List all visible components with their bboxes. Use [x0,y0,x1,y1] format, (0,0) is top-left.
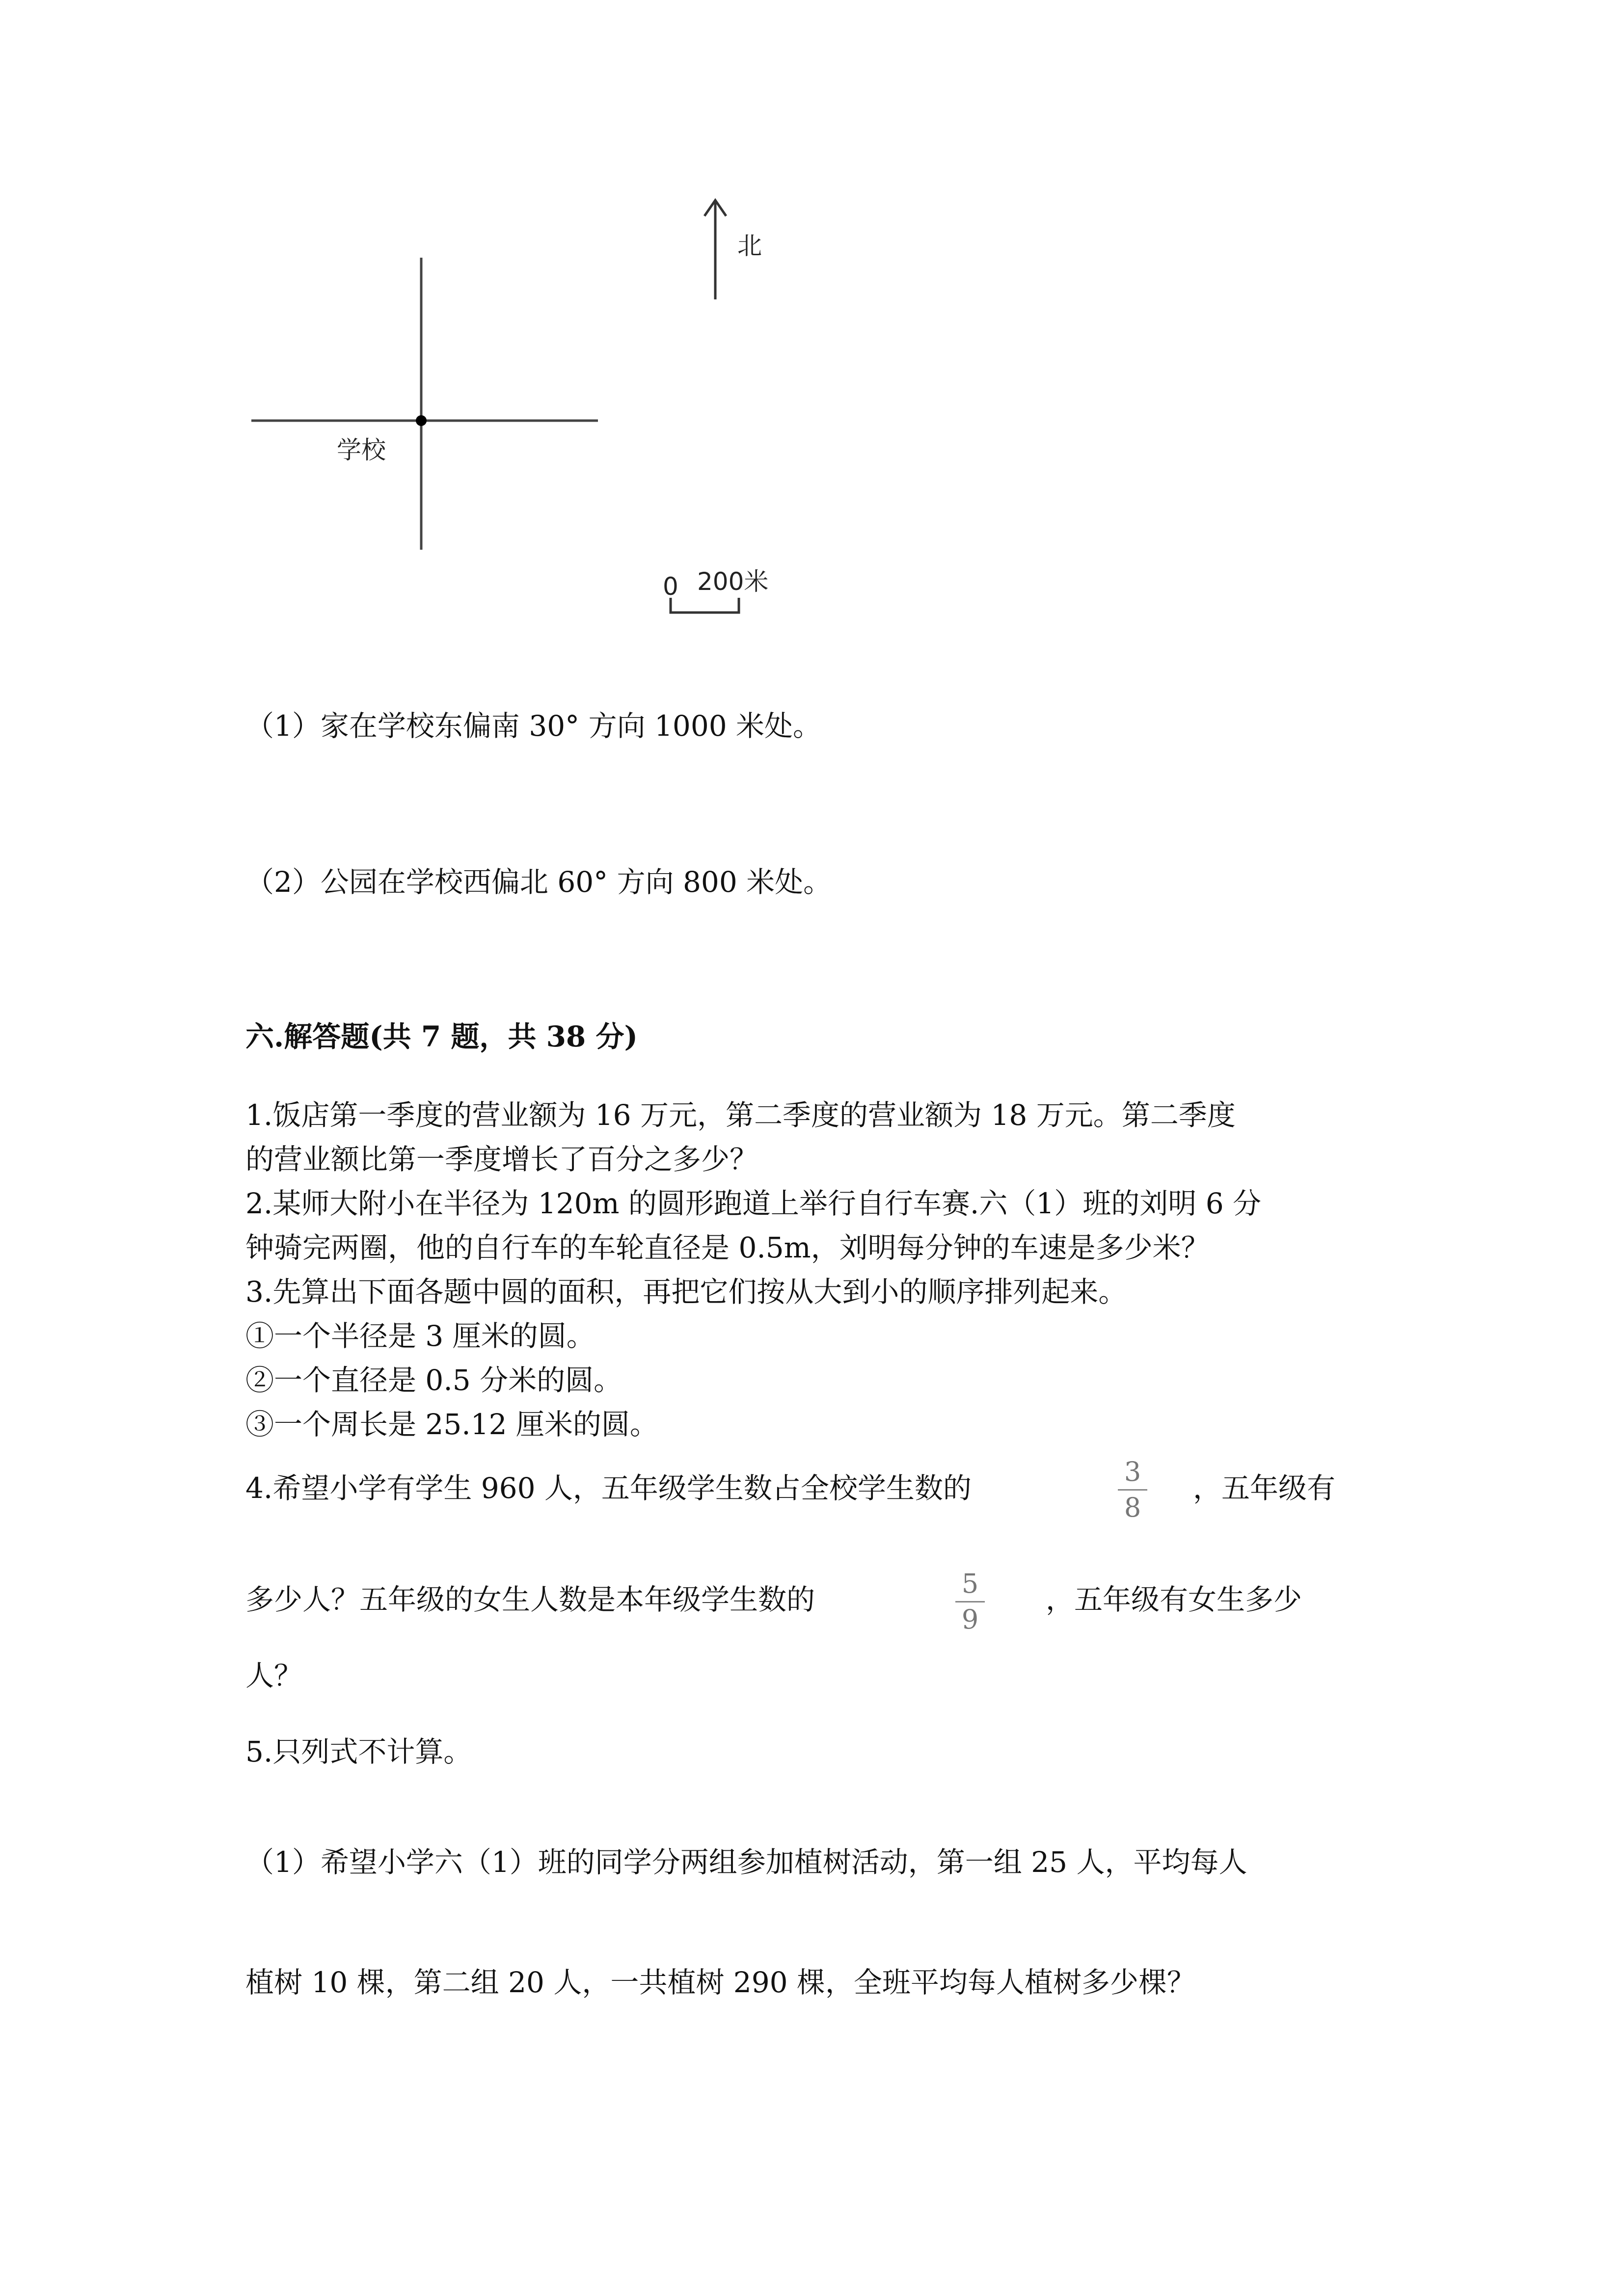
fraction-numerator: 5 [961,1568,979,1599]
direction-diagram [245,191,835,633]
q5-sub1-line-1: （1）希望小学六（1）班的同学分两组参加植树活动，第一组 25 人，平均每人 [245,1845,1247,1879]
q5-sub1-line-2: 植树 10 棵，第二组 20 人，一共植树 290 棵，全班平均每人植树多少棵？ [245,1966,1195,1999]
fraction-denominator: 8 [1124,1492,1141,1523]
north-label: 北 [737,232,762,260]
fraction-numerator: 3 [1124,1456,1141,1487]
q3-item-1: ①一个半径是 3 厘米的圆。 [245,1319,595,1353]
q4-fraction-2 [955,1568,985,1635]
q3-line-1: 3.先算出下面各题中圆的面积，再把它们按从大到小的顺序排列起来。 [245,1275,1127,1308]
fraction-denominator: 9 [961,1604,979,1635]
q5-title: 5.只列式不计算。 [245,1735,472,1768]
q4-text-2: ，五年级有 [1193,1471,1336,1505]
section-heading: 六.解答题(共 7 题，共 38 分) [245,1020,638,1053]
school-point [416,415,427,426]
q4-fraction-1 [1118,1456,1147,1523]
q3-item-2: ②一个直径是 0.5 分米的圆。 [245,1363,623,1397]
q4-text-4: ，五年级有女生多少 [1046,1583,1302,1616]
fraction-bar [955,1601,985,1602]
q2-line-1: 2.某师大附小在半径为 120m 的圆形跑道上举行自行车赛.六（1）班的刘明 6 分 [245,1187,1262,1220]
fraction-bar [1118,1489,1147,1491]
scale-zero-label: 0 [663,572,678,601]
q4-text-3: 多少人？五年级的女生人数是本年级学生数的 [245,1583,815,1616]
task-1: （1）家在学校东偏南 30° 方向 1000 米处。 [245,709,822,743]
q4-text-1: 4.希望小学有学生 960 人，五年级学生数占全校学生数的 [245,1471,972,1505]
q1-line-1: 1.饭店第一季度的营业额为 16 万元，第二季度的营业额为 18 万元。第二季度 [245,1098,1236,1132]
task-2: （2）公园在学校西偏北 60° 方向 800 米处。 [245,865,832,899]
school-label: 学校 [337,436,386,464]
q1-line-2: 的营业额比第一季度增长了百分之多少？ [245,1143,758,1176]
q3-item-3: ③一个周长是 25.12 厘米的圆。 [245,1408,658,1441]
scale-distance-label: 200米 [697,567,769,596]
scale-bar [671,598,739,613]
q2-line-2: 钟骑完两圈，他的自行车的车轮直径是 0.5m，刘明每分钟的车速是多少米？ [245,1231,1210,1264]
q4-text-5: 人？ [245,1659,303,1692]
